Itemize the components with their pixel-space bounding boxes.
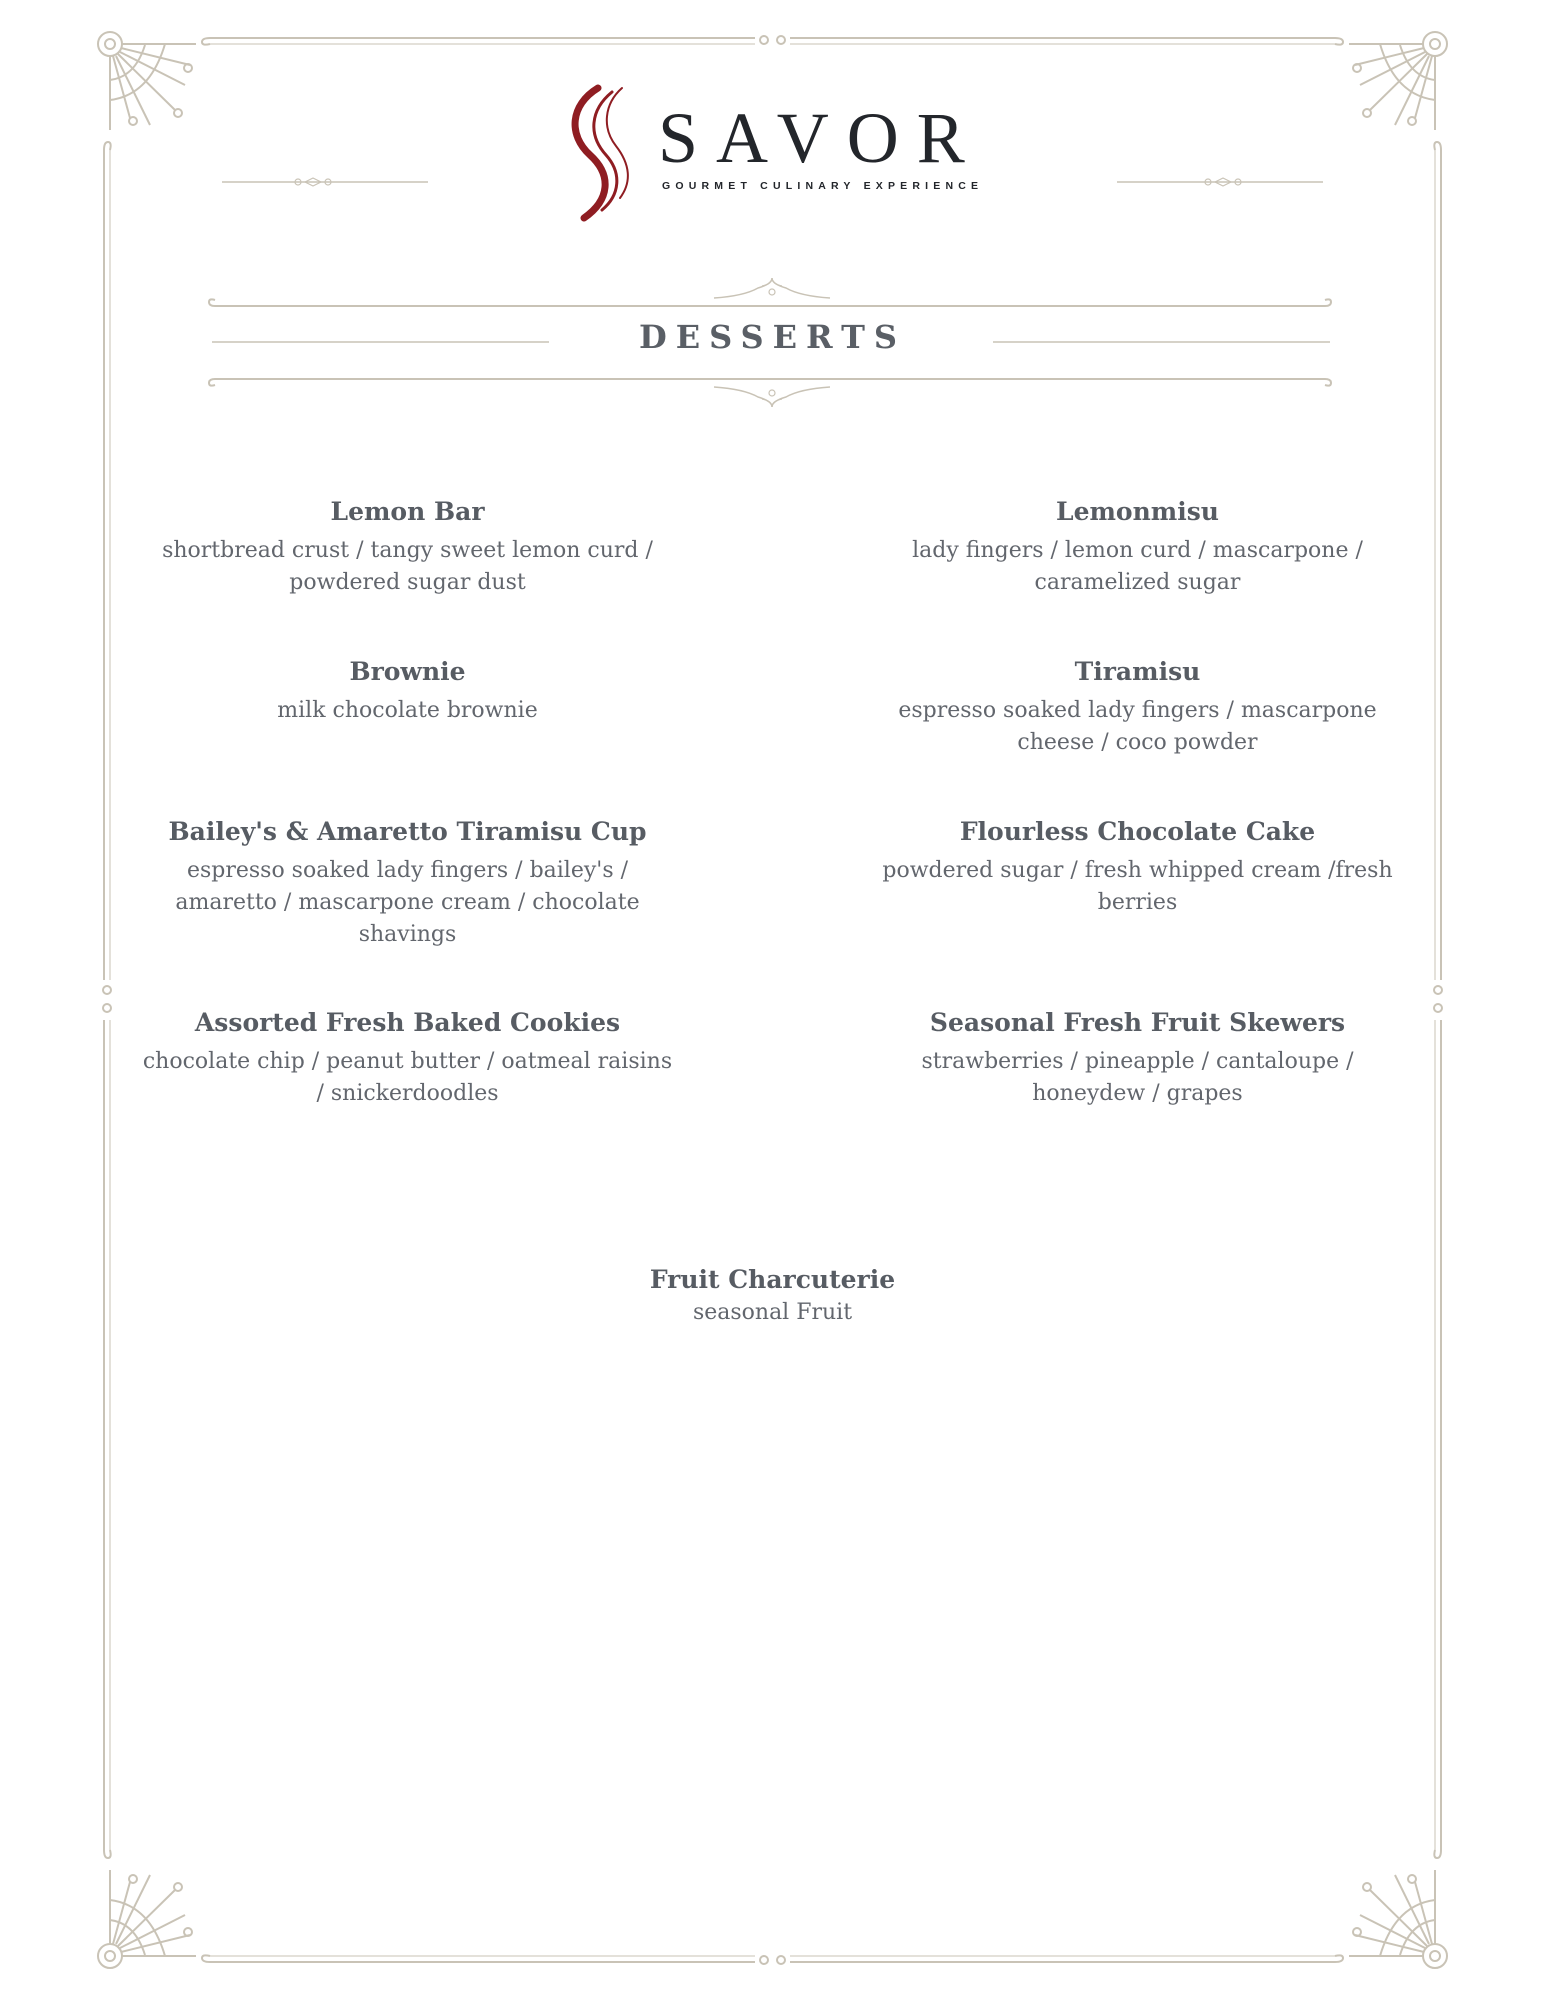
menu-item-description xyxy=(870,695,1405,759)
menu-item xyxy=(870,655,1405,759)
menu-item xyxy=(870,815,1405,919)
description-line: cheese / coco powder xyxy=(1017,730,1258,755)
menu-item-description xyxy=(870,855,1405,919)
menu-item-description xyxy=(140,695,675,727)
section-title: DESSERTS xyxy=(639,318,906,356)
menu-item-name: Bailey's & Amaretto Tiramisu Cup xyxy=(168,817,647,846)
description-line: / snickerdoodles xyxy=(316,1081,499,1106)
menu-item xyxy=(870,1006,1405,1110)
menu-item-description xyxy=(140,535,675,599)
brand-tagline: GOURMET CULINARY EXPERIENCE xyxy=(662,180,984,192)
description-line: caramelized sugar xyxy=(1034,570,1241,595)
description-line: powdered sugar dust xyxy=(289,570,526,595)
menu-item xyxy=(140,655,675,727)
description-line: powdered sugar / fresh whipped cream /fresh xyxy=(882,858,1393,883)
menu-item-description xyxy=(870,535,1405,599)
menu-item-description xyxy=(470,1297,1075,1329)
description-line: espresso soaked lady fingers / bailey's / xyxy=(186,858,629,883)
menu-item-name: Fruit Charcuterie xyxy=(649,1265,896,1294)
menu-item-name: Lemonmisu xyxy=(1056,497,1219,526)
menu-item-name: Seasonal Fresh Fruit Skewers xyxy=(929,1008,1346,1037)
savor-s-mark-icon xyxy=(560,80,650,225)
description-line: berries xyxy=(1097,890,1178,915)
menu-item-description xyxy=(870,1046,1405,1110)
menu-item xyxy=(140,495,675,599)
brand-name: SAVOR xyxy=(658,98,983,178)
description-line: milk chocolate brownie xyxy=(277,698,538,723)
description-line: lady fingers / lemon curd / mascarpone / xyxy=(912,538,1363,563)
menu-item xyxy=(140,815,675,951)
description-line: espresso soaked lady fingers / mascarpone xyxy=(898,698,1377,723)
menu-item-name: Tiramisu xyxy=(1074,657,1201,686)
description-line: strawberries / pineapple / cantaloupe / xyxy=(921,1049,1354,1074)
description-line: shavings xyxy=(358,922,457,947)
description-line: seasonal Fruit xyxy=(692,1300,853,1325)
menu-item xyxy=(140,1006,675,1110)
brand-logo xyxy=(560,80,984,230)
description-line: shortbread crust / tangy sweet lemon curd / xyxy=(162,538,653,563)
menu-item xyxy=(470,1263,1075,1329)
menu-item-name: Brownie xyxy=(349,657,466,686)
menu-item-description xyxy=(140,1046,675,1110)
description-line: chocolate chip / peanut butter / oatmeal raisins xyxy=(142,1049,673,1074)
menu-item xyxy=(870,495,1405,599)
description-line: amaretto / mascarpone cream / chocolate xyxy=(175,890,640,915)
menu-item-name: Assorted Fresh Baked Cookies xyxy=(194,1008,621,1037)
menu-item-name: Flourless Chocolate Cake xyxy=(959,817,1316,846)
menu-item-name: Lemon Bar xyxy=(330,497,485,526)
menu-item-description xyxy=(140,855,675,951)
description-line: honeydew / grapes xyxy=(1032,1081,1243,1106)
